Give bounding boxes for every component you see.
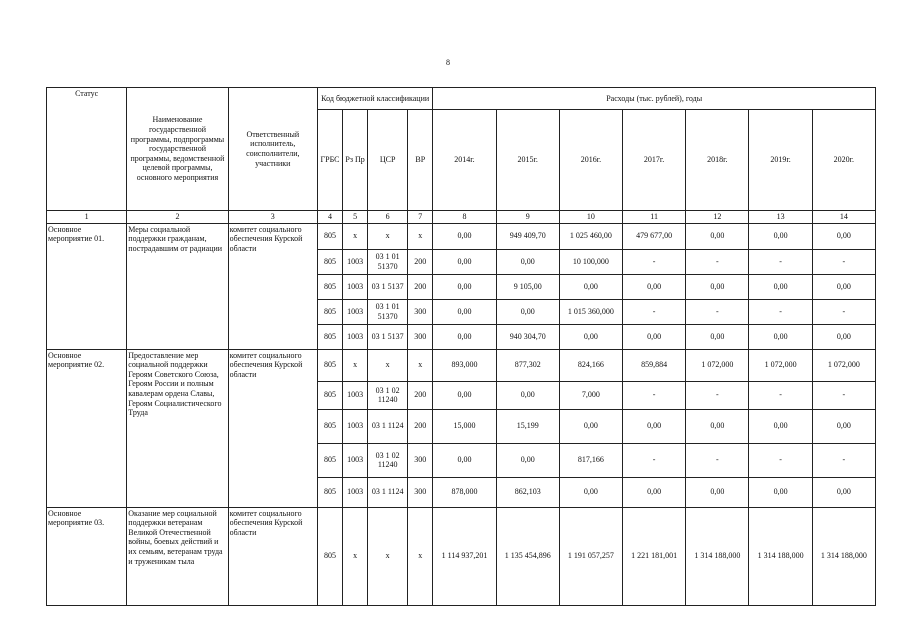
header-budget-code: Код бюджетной классификации: [317, 88, 432, 110]
cell-value: 0,00: [433, 381, 496, 409]
column-number: 7: [408, 211, 433, 224]
cell-grbs: 805: [317, 477, 342, 507]
header-csr: ЦСР: [368, 110, 408, 211]
column-number: 13: [749, 211, 812, 224]
cell-vr: 300: [408, 443, 433, 477]
header-year: 2020г.: [812, 110, 875, 211]
table-row: [47, 223, 876, 249]
cell-value: 940 304,70: [496, 324, 559, 349]
cell-value: 0,00: [623, 409, 686, 443]
cell-vr: х: [408, 507, 433, 605]
group-executor: комитет социального обеспечения Курской области: [228, 507, 317, 605]
cell-csr: 03 1 01 51370: [368, 249, 408, 274]
cell-value: 0,00: [749, 274, 812, 299]
cell-value: 0,00: [686, 477, 749, 507]
cell-grbs: 805: [317, 349, 342, 381]
cell-value: 0,00: [686, 223, 749, 249]
cell-rzpr: х: [343, 223, 368, 249]
cell-grbs: 805: [317, 324, 342, 349]
cell-value: -: [623, 249, 686, 274]
cell-csr: 03 1 1124: [368, 477, 408, 507]
header-year: 2019г.: [749, 110, 812, 211]
cell-value: 7,000: [559, 381, 622, 409]
cell-value: 0,00: [559, 324, 622, 349]
cell-value: 0,00: [623, 477, 686, 507]
cell-value: -: [623, 443, 686, 477]
cell-value: 817,166: [559, 443, 622, 477]
cell-value: 878,000: [433, 477, 496, 507]
header-status: Статус: [47, 88, 127, 211]
cell-grbs: 805: [317, 507, 342, 605]
header-year: 2014г.: [433, 110, 496, 211]
cell-value: 10 100,000: [559, 249, 622, 274]
budget-table: [46, 87, 876, 606]
cell-value: -: [749, 381, 812, 409]
cell-value: 9 105,00: [496, 274, 559, 299]
cell-rzpr: х: [343, 349, 368, 381]
cell-value: -: [749, 299, 812, 324]
cell-value: 0,00: [686, 324, 749, 349]
group-executor: комитет социального обеспечения Курской области: [228, 349, 317, 507]
cell-vr: х: [408, 223, 433, 249]
column-number: 12: [686, 211, 749, 224]
group-name: Меры социальной поддержки гражданам, пострадавшим от радиации: [127, 223, 228, 349]
cell-rzpr: 1003: [343, 299, 368, 324]
column-number: 11: [623, 211, 686, 224]
cell-csr: 03 1 1124: [368, 409, 408, 443]
cell-value: -: [812, 249, 875, 274]
cell-value: 1 221 181,001: [623, 507, 686, 605]
cell-value: 0,00: [812, 324, 875, 349]
column-number: 10: [559, 211, 622, 224]
header-expenses: Расходы (тыс. рублей), годы: [433, 88, 876, 110]
cell-value: 1 314 188,000: [812, 507, 875, 605]
cell-value: 0,00: [433, 274, 496, 299]
cell-rzpr: 1003: [343, 477, 368, 507]
cell-rzpr: х: [343, 507, 368, 605]
cell-value: 15,199: [496, 409, 559, 443]
cell-grbs: 805: [317, 223, 342, 249]
cell-value: 0,00: [749, 477, 812, 507]
cell-value: 1 015 360,000: [559, 299, 622, 324]
column-number: 14: [812, 211, 875, 224]
column-number: 1: [47, 211, 127, 224]
cell-csr: 03 1 5137: [368, 274, 408, 299]
cell-value: 0,00: [749, 409, 812, 443]
header-year: 2016г.: [559, 110, 622, 211]
cell-rzpr: 1003: [343, 409, 368, 443]
group-name: Предоставление мер социальной поддержки Героям Советского Союза, Героям России и полным кавалерам ордена Славы, Героям Социалистического Труда: [127, 349, 228, 507]
cell-value: 0,00: [496, 381, 559, 409]
table-row: [47, 349, 876, 381]
column-number: 3: [228, 211, 317, 224]
cell-value: 0,00: [686, 409, 749, 443]
header-rzpr: Рз Пр: [343, 110, 368, 211]
cell-value: 0,00: [812, 223, 875, 249]
cell-rzpr: 1003: [343, 443, 368, 477]
cell-vr: х: [408, 349, 433, 381]
group-executor: комитет социального обеспечения Курской области: [228, 223, 317, 349]
cell-grbs: 805: [317, 249, 342, 274]
cell-vr: 200: [408, 381, 433, 409]
column-number: 2: [127, 211, 228, 224]
cell-value: 0,00: [623, 274, 686, 299]
cell-value: 0,00: [686, 274, 749, 299]
cell-value: -: [749, 443, 812, 477]
cell-value: -: [686, 299, 749, 324]
cell-grbs: 805: [317, 274, 342, 299]
header-executor: Ответственный исполнитель, соисполнители, участники: [228, 88, 317, 211]
cell-value: 862,103: [496, 477, 559, 507]
table-row: [47, 507, 876, 605]
header-year: 2015г.: [496, 110, 559, 211]
header-grbs: ГРБС: [317, 110, 342, 211]
cell-vr: 200: [408, 274, 433, 299]
cell-value: 824,166: [559, 349, 622, 381]
cell-value: 0,00: [433, 299, 496, 324]
cell-value: 1 314 188,000: [749, 507, 812, 605]
cell-value: 0,00: [559, 477, 622, 507]
cell-grbs: 805: [317, 381, 342, 409]
cell-value: 0,00: [559, 274, 622, 299]
cell-csr: 03 1 02 11240: [368, 381, 408, 409]
cell-value: 1 025 460,00: [559, 223, 622, 249]
cell-value: 479 677,00: [623, 223, 686, 249]
cell-value: -: [686, 381, 749, 409]
cell-vr: 300: [408, 299, 433, 324]
cell-value: -: [812, 443, 875, 477]
column-number: 4: [317, 211, 342, 224]
header-name: Наименование государственной программы, подпрограммы государственной программы, ведомственной целевой программы, основного мероприятия: [127, 88, 228, 211]
cell-value: 893,000: [433, 349, 496, 381]
cell-value: 0,00: [433, 443, 496, 477]
cell-value: -: [812, 381, 875, 409]
cell-csr: х: [368, 349, 408, 381]
cell-value: 0,00: [812, 274, 875, 299]
cell-value: 1 072,000: [749, 349, 812, 381]
cell-value: 1 114 937,201: [433, 507, 496, 605]
cell-value: 0,00: [623, 324, 686, 349]
column-number: 9: [496, 211, 559, 224]
cell-value: 0,00: [433, 223, 496, 249]
cell-value: 0,00: [749, 223, 812, 249]
cell-csr: 03 1 02 11240: [368, 443, 408, 477]
cell-value: -: [812, 299, 875, 324]
column-number: 8: [433, 211, 496, 224]
cell-value: 0,00: [496, 443, 559, 477]
cell-vr: 300: [408, 477, 433, 507]
cell-csr: 03 1 5137: [368, 324, 408, 349]
page-number: 8: [446, 58, 450, 67]
cell-value: 859,884: [623, 349, 686, 381]
cell-value: 877,302: [496, 349, 559, 381]
cell-value: 1 072,000: [686, 349, 749, 381]
cell-grbs: 805: [317, 299, 342, 324]
column-number: 5: [343, 211, 368, 224]
cell-value: -: [686, 249, 749, 274]
header-year: 2018г.: [686, 110, 749, 211]
cell-value: 1 314 188,000: [686, 507, 749, 605]
cell-value: 15,000: [433, 409, 496, 443]
cell-value: 1 135 454,896: [496, 507, 559, 605]
group-status: Основное мероприятие 02.: [47, 349, 127, 507]
column-number: 6: [368, 211, 408, 224]
cell-rzpr: 1003: [343, 324, 368, 349]
cell-value: 0,00: [496, 299, 559, 324]
cell-csr: х: [368, 223, 408, 249]
cell-value: -: [749, 249, 812, 274]
cell-grbs: 805: [317, 443, 342, 477]
group-status: Основное мероприятие 03.: [47, 507, 127, 605]
cell-value: 0,00: [433, 324, 496, 349]
cell-value: -: [686, 443, 749, 477]
cell-value: 0,00: [812, 477, 875, 507]
group-name: Оказание мер социальной поддержки ветеранам Великой Отечественной войны, боевых действий и их семьям, ветеранам труда и труженикам тыла: [127, 507, 228, 605]
cell-rzpr: 1003: [343, 274, 368, 299]
cell-value: -: [623, 381, 686, 409]
cell-rzpr: 1003: [343, 249, 368, 274]
cell-rzpr: 1003: [343, 381, 368, 409]
cell-value: 0,00: [496, 249, 559, 274]
header-year: 2017г.: [623, 110, 686, 211]
cell-value: 0,00: [433, 249, 496, 274]
cell-value: 1 191 057,257: [559, 507, 622, 605]
cell-vr: 200: [408, 249, 433, 274]
header-vr: ВР: [408, 110, 433, 211]
group-status: Основное мероприятие 01.: [47, 223, 127, 349]
cell-grbs: 805: [317, 409, 342, 443]
cell-vr: 200: [408, 409, 433, 443]
cell-csr: 03 1 01 51370: [368, 299, 408, 324]
cell-value: 949 409,70: [496, 223, 559, 249]
cell-value: 0,00: [749, 324, 812, 349]
cell-value: 1 072,000: [812, 349, 875, 381]
cell-value: -: [623, 299, 686, 324]
cell-value: 0,00: [812, 409, 875, 443]
cell-csr: х: [368, 507, 408, 605]
cell-vr: 300: [408, 324, 433, 349]
cell-value: 0,00: [559, 409, 622, 443]
